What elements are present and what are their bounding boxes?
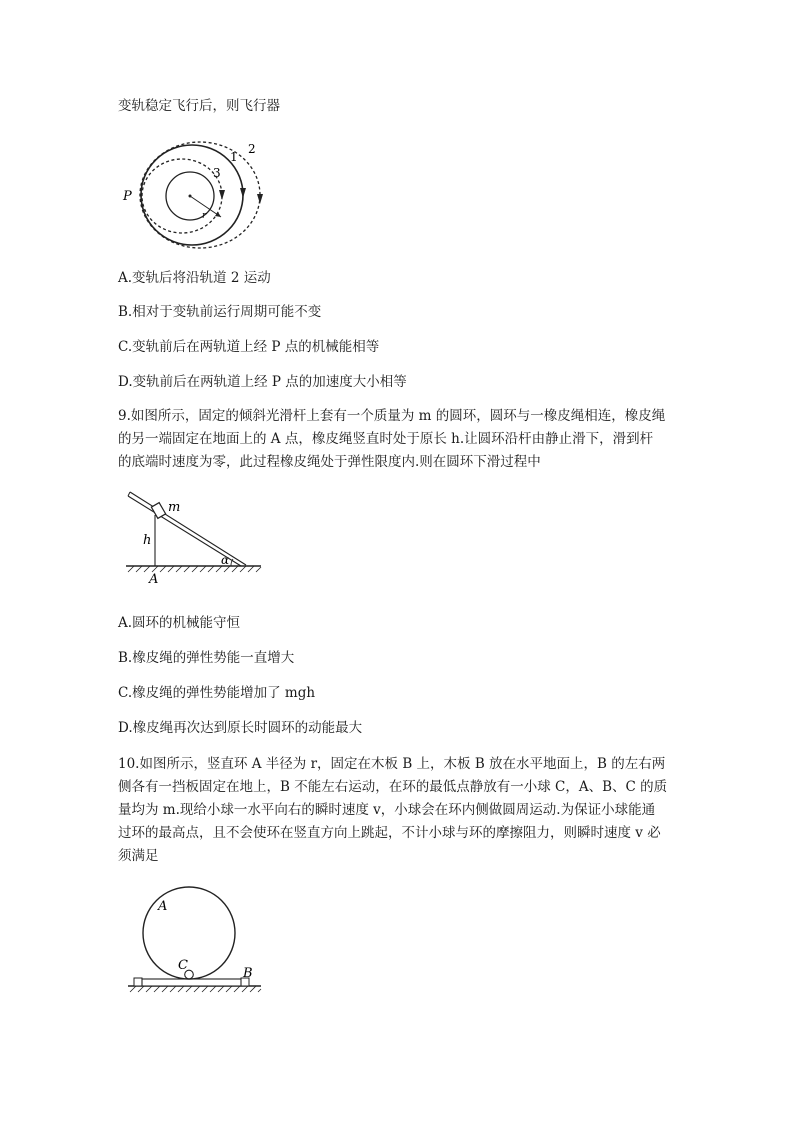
q9-option-b: B.橡皮绳的弹性势能一直增大 bbox=[118, 650, 295, 666]
label-3: 3 bbox=[213, 166, 221, 180]
q8-option-a: A.变轨后将沿轨道 2 运动 bbox=[118, 270, 271, 286]
q10-line-1: 10.如图所示，竖直环 A 半径为 r，固定在木板 B 上，木板 B 放在水平地面上，B 的左右两 bbox=[118, 756, 666, 772]
rod-figure bbox=[118, 486, 268, 586]
radius-arrow-head bbox=[215, 212, 221, 217]
label-m: m bbox=[168, 500, 181, 515]
label-alpha: α bbox=[221, 553, 230, 567]
label-h: h bbox=[143, 533, 152, 548]
q10-line-2: 侧各有一挡板固定在地上，B 不能左右运动，在环的最低点静放有一小球 C，A、B、C 的质 bbox=[118, 779, 668, 795]
q10-line-3: 量均为 m.现给小球一水平向右的瞬时速度 v，小球会在环内侧做圆周运动.为保证小球能通 bbox=[118, 802, 656, 818]
q8-option-b: B.相对于变轨前运行周期可能不变 bbox=[118, 304, 322, 320]
point-p bbox=[139, 193, 142, 196]
label-1: 1 bbox=[230, 150, 238, 164]
orbit-3-arrow bbox=[219, 190, 225, 200]
label-b: B bbox=[243, 966, 253, 981]
ring-a bbox=[143, 887, 235, 979]
orbit-3 bbox=[142, 159, 222, 233]
q9-stem bbox=[118, 405, 678, 474]
label-a: A bbox=[149, 572, 159, 586]
q9-line-3: 的底端时速度为零，此过程橡皮绳处于弹性限度内.则在圆环下滑过程中 bbox=[118, 454, 541, 470]
q10-stem bbox=[118, 753, 678, 868]
orbit-2-arrow bbox=[257, 194, 263, 204]
q8-option-c: C.变轨前后在两轨道上经 P 点的机械能相等 bbox=[118, 339, 380, 355]
q9-option-d: D.橡皮绳再次达到原长时圆环的动能最大 bbox=[118, 720, 363, 736]
intro-line: 变轨稳定飞行后，则飞行器 bbox=[118, 98, 280, 114]
label-a: A bbox=[158, 899, 168, 914]
q8-option-d: D.变轨前后在两轨道上经 P 点的加速度大小相等 bbox=[118, 374, 407, 390]
q10-line-5: 须满足 bbox=[118, 848, 159, 864]
label-r: r bbox=[202, 211, 207, 221]
ring bbox=[151, 503, 165, 519]
left-stopper bbox=[134, 978, 142, 986]
q9-line-1: 9.如图所示，固定的倾斜光滑杆上套有一个质量为 m 的圆环，圆环与一橡皮绳相连，橡皮绳 bbox=[118, 408, 666, 424]
orbit-1-arrow bbox=[240, 188, 246, 198]
orbit-figure bbox=[118, 138, 278, 256]
q9-option-a: A.圆环的机械能守恒 bbox=[118, 615, 241, 631]
orbit-1 bbox=[141, 145, 243, 245]
label-p: P bbox=[123, 189, 132, 204]
q9-option-c: C.橡皮绳的弹性势能增加了 mgh bbox=[118, 685, 316, 701]
label-2: 2 bbox=[248, 142, 256, 156]
label-c: C bbox=[178, 958, 188, 973]
board-b bbox=[142, 979, 241, 986]
q10-line-4: 过环的最高点，且不会使环在竖直方向上跳起，不计小球与环的摩擦阻力，则瞬时速度 v 必 bbox=[118, 825, 661, 841]
q9-line-2: 的另一端固定在地面上的 A 点，橡皮绳竖直时处于原长 h.让圆环沿杆由静止滑下，滑到杆 bbox=[118, 431, 654, 447]
ring-figure bbox=[118, 876, 268, 1002]
